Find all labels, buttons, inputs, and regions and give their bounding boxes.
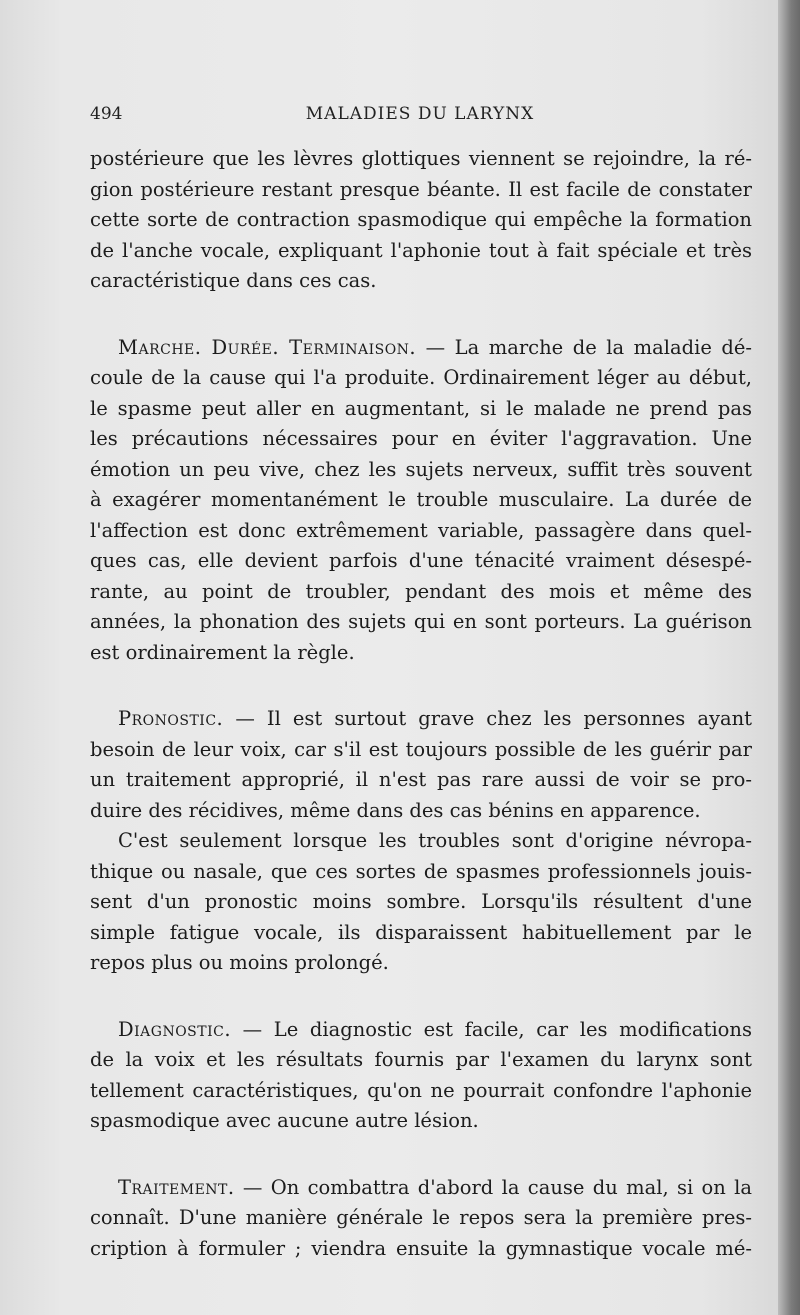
text-line: besoin de leur voix, car s'il est toujours possible de les guérir par <box>90 737 752 761</box>
text-line: tellement caractéristiques, qu'on ne pourrait confondre l'aphonie <box>90 1078 752 1102</box>
text-line: spasmodique avec aucune autre lésion. <box>90 1109 479 1132</box>
text-line: l'affection est donc extrêmement variable, passagère dans quel- <box>90 518 752 542</box>
paragraph-continuation <box>90 144 752 297</box>
page-body <box>90 144 752 1264</box>
text-line: thique ou nasale, que ces sortes de spasmes professionnels jouis- <box>90 859 752 883</box>
text-line: cription à formuler ; viendra ensuite la gymnastique vocale mé- <box>90 1236 752 1260</box>
text-line: le spasme peut aller en augmentant, si le malade ne prend pas <box>90 396 752 420</box>
running-header <box>90 104 750 132</box>
running-title: MALADIES DU LARYNX <box>305 104 535 124</box>
text-line: sent d'un pronostic moins sombre. Lorsqu'ils résultent d'une <box>90 890 752 913</box>
text-line: connaît. D'une manière générale le repos sera la première pres- <box>90 1206 752 1229</box>
paragraph-traitement <box>90 1173 752 1265</box>
paragraph-marche <box>90 333 752 669</box>
text-line: gion postérieure restant presque béante. Il est facile de constater <box>90 177 752 201</box>
text-line: cette sorte de contraction spasmodique qui empêche la formation <box>90 208 752 231</box>
text-line: repos plus ou moins prolongé. <box>90 951 389 974</box>
text-line: Traitement. — On combattra d'abord la cause du mal, si on la <box>118 1175 752 1199</box>
text-line: émotion un peu vive, chez les sujets nerveux, suffit très souvent <box>90 457 752 481</box>
page-number: 494 <box>90 104 123 124</box>
text-line: de la voix et les résultats fournis par l'examen du larynx sont <box>90 1048 752 1071</box>
section-heading: Pronostic. <box>118 707 224 730</box>
section-heading: Traitement. <box>118 1175 235 1199</box>
text-line: Pronostic. — Il est surtout grave chez les personnes ayant <box>118 707 752 730</box>
text-line: postérieure que les lèvres glottiques viennent se rejoindre, la ré- <box>90 147 752 170</box>
text-line: caractéristique dans ces cas. <box>90 269 377 292</box>
text-line: duire des récidives, même dans des cas bénins en apparence. <box>90 798 701 822</box>
text-line: un traitement approprié, il n'est pas rare aussi de voir se pro- <box>90 768 752 791</box>
text-line: est ordinairement la règle. <box>90 640 355 664</box>
text-line: à exagérer momentanément le trouble musculaire. La durée de <box>90 488 752 511</box>
text-line: Marche. Durée. Terminaison. — La marche de la maladie dé- <box>118 335 752 359</box>
text-line: de l'anche vocale, expliquant l'aphonie tout à fait spéciale et très <box>90 238 752 262</box>
text-line: simple fatigue vocale, ils disparaissent habituellement par le <box>90 920 752 944</box>
text-line: coule de la cause qui l'a produite. Ordinairement léger au début, <box>90 366 752 389</box>
text-line: les précautions nécessaires pour en éviter l'aggravation. Une <box>90 427 752 450</box>
page-edge-shadow <box>778 0 800 1315</box>
paragraph-diagnostic <box>90 1015 752 1137</box>
section-heading: Marche. Durée. Terminaison. <box>118 335 417 359</box>
text-line: ques cas, elle devient parfois d'une ténacité vraiment désespé- <box>90 549 752 572</box>
paragraph-pronostic-cont <box>90 826 752 979</box>
text-line: années, la phonation des sujets qui en sont porteurs. La guérison <box>90 610 752 633</box>
text-line: C'est seulement lorsque les troubles sont d'origine névropa- <box>118 829 752 852</box>
text-line: Diagnostic. — Le diagnostic est facile, car les modifications <box>118 1017 752 1041</box>
paragraph-pronostic <box>90 704 752 826</box>
section-heading: Diagnostic. <box>118 1017 232 1041</box>
text-line: rante, au point de troubler, pendant des mois et même des <box>90 579 752 603</box>
